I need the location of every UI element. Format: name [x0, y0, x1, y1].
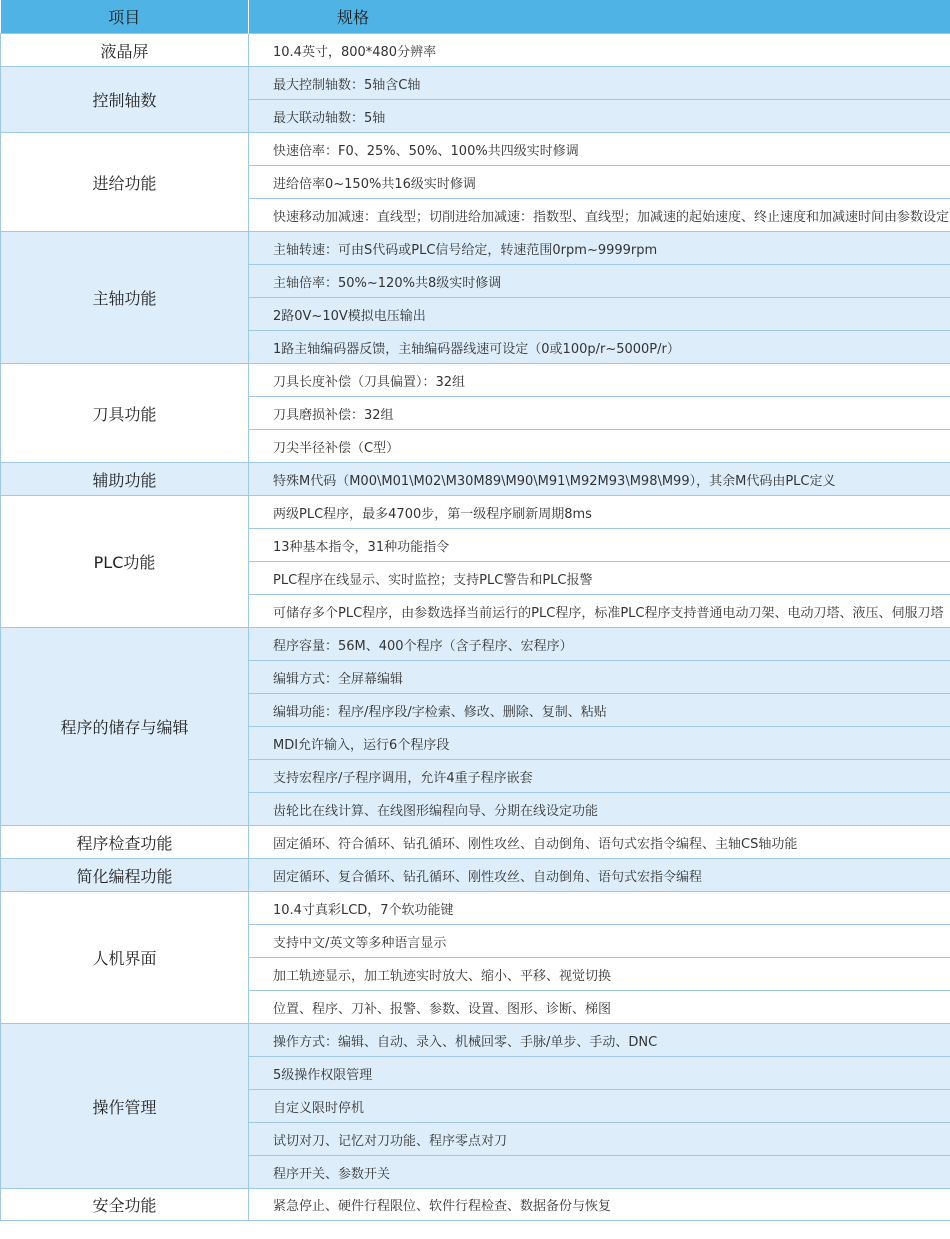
item-cell: 刀具功能: [1, 364, 249, 463]
spec-cell: 10.4寸真彩LCD，7个软功能键: [249, 892, 950, 925]
table-row: [1, 34, 950, 67]
spec-cell: 齿轮比在线计算、在线图形编程向导、分期在线设定功能: [249, 793, 950, 826]
spec-cell: 自定义限时停机: [249, 1090, 950, 1123]
table-row: [1, 859, 950, 892]
table-row: [1, 1024, 950, 1057]
spec-cell: 支持宏程序/子程序调用，允许4重子程序嵌套: [249, 760, 950, 793]
header-row: [1, 0, 950, 34]
item-cell: 控制轴数: [1, 67, 249, 133]
item-cell: 安全功能: [1, 1189, 249, 1221]
item-cell: 进给功能: [1, 133, 249, 232]
spec-cell: 1路主轴编码器反馈，主轴编码器线速可设定（0或100p/r~5000P/r）: [249, 331, 950, 364]
item-cell: 简化编程功能: [1, 859, 249, 892]
spec-cell: 特殊M代码（M00\M01\M02\M30M89\M90\M91\M92M93\M98\M99），其余M代码由PLC定义: [249, 463, 950, 496]
header-spec: 规格: [249, 0, 950, 34]
spec-cell: 主轴转速：可由S代码或PLC信号给定，转速范围0rpm~9999rpm: [249, 232, 950, 265]
table-row: [1, 628, 950, 661]
table-row: [1, 1189, 950, 1221]
spec-cell: 操作方式：编辑、自动、录入、机械回零、手脉/单步、手动、DNC: [249, 1024, 950, 1057]
spec-cell: 快速倍率：F0、25%、50%、100%共四级实时修调: [249, 133, 950, 166]
spec-cell: 固定循环、复合循环、钻孔循环、刚性攻丝、自动倒角、语句式宏指令编程: [249, 859, 950, 892]
item-cell: 辅助功能: [1, 463, 249, 496]
spec-cell: MDI允许输入，运行6个程序段: [249, 727, 950, 760]
spec-cell: 刀具磨损补偿：32组: [249, 397, 950, 430]
spec-cell: 两级PLC程序，最多4700步，第一级程序刷新周期8ms: [249, 496, 950, 529]
spec-cell: 位置、程序、刀补、报警、参数、设置、图形、诊断、梯图: [249, 991, 950, 1024]
spec-cell: 紧急停止、硬件行程限位、软件行程检查、数据备份与恢复: [249, 1189, 950, 1221]
spec-cell: 2路0V~10V模拟电压输出: [249, 298, 950, 331]
spec-cell: 加工轨迹显示，加工轨迹实时放大、缩小、平移、视觉切换: [249, 958, 950, 991]
item-cell: PLC功能: [1, 496, 249, 628]
table-row: [1, 826, 950, 859]
spec-cell: 10.4英寸，800*480分辨率: [249, 34, 950, 67]
spec-cell: 刀具长度补偿（刀具偏置）：32组: [249, 364, 950, 397]
spec-cell: 最大联动轴数：5轴: [249, 100, 950, 133]
spec-cell: 编辑方式：全屏幕编辑: [249, 661, 950, 694]
spec-cell: 程序容量：56M、400个程序（含子程序、宏程序）: [249, 628, 950, 661]
spec-cell: 程序开关、参数开关: [249, 1156, 950, 1189]
spec-cell: 固定循环、符合循环、钻孔循环、刚性攻丝、自动倒角、语句式宏指令编程、主轴CS轴功能: [249, 826, 950, 859]
spec-cell: 编辑功能：程序/程序段/字检索、修改、删除、复制、粘贴: [249, 694, 950, 727]
spec-cell: 13种基本指令，31种功能指令: [249, 529, 950, 562]
table-row: [1, 496, 950, 529]
item-cell: 程序检查功能: [1, 826, 249, 859]
spec-cell: 5级操作权限管理: [249, 1057, 950, 1090]
spec-cell: 支持中文/英文等多种语言显示: [249, 925, 950, 958]
item-cell: 主轴功能: [1, 232, 249, 364]
spec-cell: 最大控制轴数：5轴含C轴: [249, 67, 950, 100]
table-row: [1, 232, 950, 265]
header-item: 项目: [1, 0, 249, 34]
table-row: [1, 67, 950, 100]
spec-cell: 刀尖半径补偿（C型）: [249, 430, 950, 463]
table-row: [1, 364, 950, 397]
item-cell: 程序的储存与编辑: [1, 628, 249, 826]
spec-cell: 主轴倍率：50%~120%共8级实时修调: [249, 265, 950, 298]
spec-cell: PLC程序在线显示、实时监控；支持PLC警告和PLC报警: [249, 562, 950, 595]
table-row: [1, 133, 950, 166]
item-cell: 人机界面: [1, 892, 249, 1024]
spec-body: [1, 34, 950, 1221]
item-cell: 操作管理: [1, 1024, 249, 1189]
table-row: [1, 463, 950, 496]
spec-cell: 进给倍率0~150%共16级实时修调: [249, 166, 950, 199]
spec-cell: 可储存多个PLC程序，由参数选择当前运行的PLC程序，标准PLC程序支持普通电动刀架、电动刀塔、液压、伺服刀塔: [249, 595, 950, 628]
spec-cell: 快速移动加减速：直线型；切削进给加减速：指数型、直线型；加减速的起始速度、终止速度和加减速时间由参数设定: [249, 199, 950, 232]
table-row: [1, 892, 950, 925]
item-cell: 液晶屏: [1, 34, 249, 67]
spec-cell: 试切对刀、记忆对刀功能、程序零点对刀: [249, 1123, 950, 1156]
